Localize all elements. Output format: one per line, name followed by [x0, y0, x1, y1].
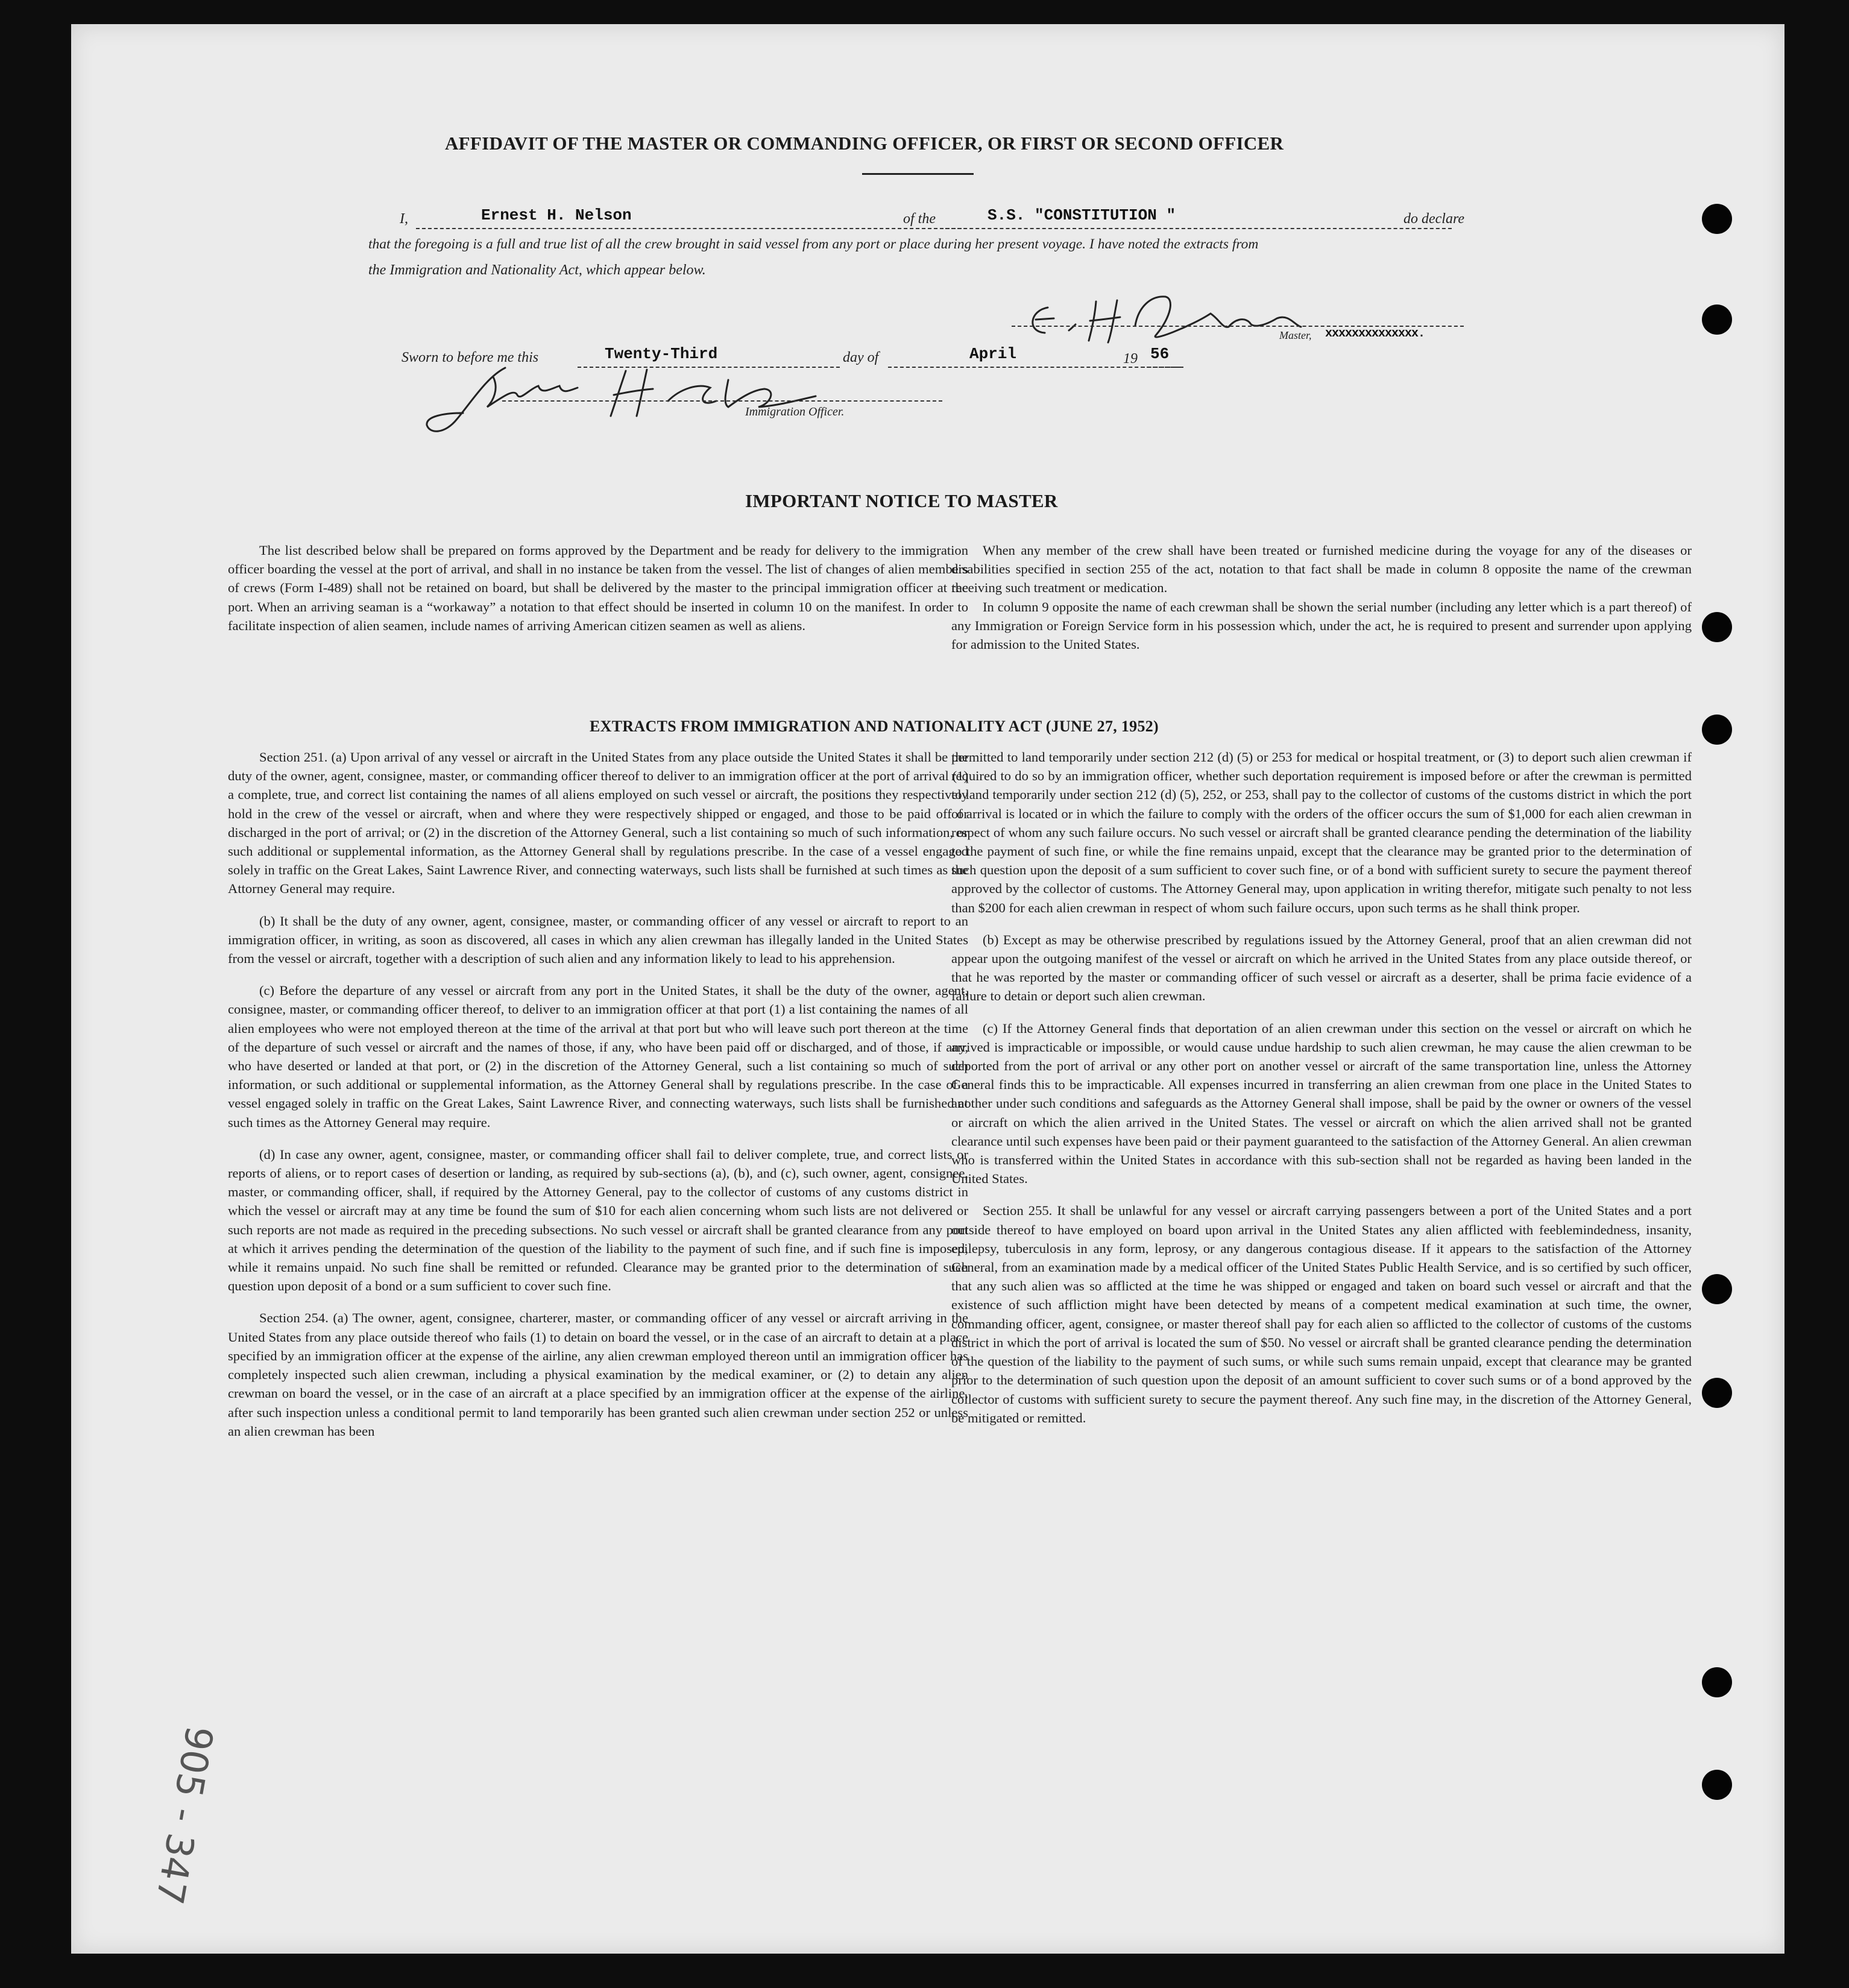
day-of-label: day of — [843, 350, 879, 365]
name-line — [416, 228, 962, 229]
notice-right-paragraph-2: In column 9 opposite the name of each crewman shall be shown the serial number (including any letter which is a part thereof) of any Immigration or Foreign Service form in his possession which, under the act, he is required to present and surrender upon applying for admission to the United States. — [951, 599, 1692, 652]
section-251-a: Section 251. (a) Upon arrival of any vessel or aircraft in the United States from any place outside the United States it shall be the duty of the owner, agent, consignee, master, or commanding officer thereof to deliver to an immigration officer at the port of arrival (1) a complete, true, and correct list containing the names of all aliens employed on such vessel or aircraft, the positions they respectively hold in the crew of the vessel or aircraft, when and where they were respectively shipped or engaged, and those to be paid off or discharged in the port of arrival; or (2) in the discretion of the Attorney General, such a list containing so much of such information, or such additional or supplemental information, as the Attorney General shall by regulations prescribe. In the case of a vessel engaged solely in traffic on the Great Lakes, Saint Lawrence River, and connecting waterways, such lists shall be furnished at such times as the Attorney General may require. — [228, 749, 968, 897]
sworn-label: Sworn to before me this — [402, 350, 539, 365]
declaration-line-3: the Immigration and Nationality Act, which appear below. — [368, 262, 706, 278]
extracts-left-column — [228, 748, 968, 1441]
punch-hole — [1702, 715, 1732, 745]
notice-right-paragraph-1: When any member of the crew shall have been treated or furnished medicine during the voyage for any of the diseases or disabilities specified in section 255 of the act, notation to that fact shall be made in column 8 opposite the name of the crewman receiving such treatment or medication. — [951, 543, 1692, 596]
year-prefix: 19 — [1123, 351, 1138, 367]
punch-hole — [1702, 1667, 1732, 1697]
master-strikeout: xxxxxxxxxxxxxx. — [1325, 327, 1425, 341]
punch-hole — [1702, 612, 1732, 642]
of-the-label: of the — [903, 211, 936, 227]
margin-note: 905 - 347 — [147, 1723, 222, 1908]
extracts-right-column — [951, 748, 1692, 1427]
section-251-d: (d) In case any owner, agent, consignee, master, or commanding officer shall fail to deliver complete, true, and correct lists or reports of aliens, or to report cases of desertion or landing, as required by sub-sections (a), (b), and (c), such owner, agent, consignee, master, or commanding officer, shall, if required by the Attorney General, pay to the collector of customs of any customs district in which the vessel or aircraft may at any time be found the sum of $10 for each alien concerning whom such lists are not delivered or such reports are not made as required in the preceding subsections. No such vessel or aircraft shall be granted clearance from any port at which it arrives pending the determination of the question of the liability to the payment of such fine, and if such fine is imposed, while it remains unpaid. No such fine shall be remitted or refunded. Clearance may be granted prior to the determination of such question upon deposit of a bond or a sum sufficient to cover such fine. — [228, 1146, 968, 1294]
document-page — [71, 24, 1784, 1954]
sworn-day: Twenty-Third — [605, 345, 718, 363]
declaration-line-2: that the foregoing is a full and true list of all the crew brought in said vessel from any port or place during her present voyage. I have noted the extracts from — [368, 236, 1259, 252]
year-line — [1141, 367, 1183, 368]
master-name: Ernest H. Nelson — [481, 206, 632, 224]
punch-hole — [1702, 1770, 1732, 1800]
punch-hole — [1702, 305, 1732, 335]
section-254-c: (c) If the Attorney General finds that deportation of an alien crewman under this section on the vessel or aircraft on which he arrived is impracticable or impossible, or would cause undue hardship to such alien crewman, he may cause the alien crewman to be deported from the port of arrival or any other port on another vessel or aircraft of the same transportation line, unless the Attorney General finds this to be impracticable. All expenses incurred in transferring an alien crewman from one place in the United States to another under such conditions and safeguards as the Attorney General shall impose, shall be paid by the owner or owners of the vessel or aircraft on which the alien arrived in the United States. The vessel or aircraft on which the alien arrived shall not be granted clearance until such expenses have been paid or their payment guaranteed to the satisfaction of the Attorney General. An alien crewman who is transferred within the United States in accordance with this sub-section shall not be regarded as having been landed in the United States. — [951, 1020, 1692, 1187]
notice-left-paragraph: The list described below shall be prepared on forms approved by the Department and be ready for delivery to the immigration officer boarding the vessel at the port of arrival, and shall in no instance be taken from the vessel. The list of changes of alien members of crews (Form I-489) shall not be retained on board, but shall be delivered by the master to the principal immigration officer at the port. When an arriving seaman is a “workaway” a notation to that effect should be inserted in column 10 on the manifest. In order to facilitate inspection of alien seamen, include names of arriving American citizen seamen as well as aliens. — [228, 543, 968, 633]
declaration-prefix: I, — [400, 211, 408, 227]
notice-title: IMPORTANT NOTICE TO MASTER — [745, 490, 1058, 511]
sworn-year: 56 — [1150, 345, 1170, 363]
sworn-month: April — [969, 345, 1017, 363]
affidavit-title: AFFIDAVIT OF THE MASTER OR COMMANDING OFFICER, OR FIRST OR SECOND OFFICER — [445, 133, 1284, 154]
immigration-officer-label: Immigration Officer. — [745, 405, 845, 418]
title-rule — [862, 173, 974, 175]
section-251-c: (c) Before the departure of any vessel or aircraft from any port in the United States, it shall be the duty of the owner, agent, consignee, master, or commanding officer thereof, to deliver to an immigration officer at that port (1) a list containing the names of all alien employees who were not employed thereon at the time of the arrival at that port but who will leave such port thereon at the time of the departure of such vessel or aircraft and the names of those, if any, who have been paid off or discharged, and of those, if any, who have deserted or landed at that port, or (2) in the discretion of the Attorney General, such a list containing so much of such information, or such additional or supplemental information, as the Attorney General shall by regulations prescribe. In the case of a vessel engaged solely in traffic on the Great Lakes, Saint Lawrence River, and connecting waterways, such lists shall be furnished at such times as the Attorney General may require. — [228, 983, 968, 1130]
punch-hole — [1702, 1274, 1732, 1304]
section-251-b: (b) It shall be the duty of any owner, agent, consignee, master, or commanding officer of any vessel or aircraft to report to an immigration officer, in writing, as soon as discovered, all cases in which any alien crewman has illegally landed in the United States from the vessel or aircraft, together with a description of such alien and any information likely to lead to his apprehension. — [228, 913, 968, 967]
notice-left-column — [228, 541, 968, 635]
section-254-a-continued: permitted to land temporarily under section 212 (d) (5) or 253 for medical or hospital treatment, or (3) to deport such alien crewman if required to do so by an immigration officer, whether such deportation requirement is imposed before or after the crewman is permitted to land temporarily under section 212 (d) (5), 252, or 253, shall pay to the collector of customs of the customs district in which the port of arrival is located or in which the failure to comply with the orders of the officer occurs the sum of $1,000 for each alien crewman in respect of whom any such failure occurs. No such vessel or aircraft shall be granted clearance pending the determination of the liability to the payment of such fine, or while the fine remains unpaid, except that the clearance may be granted prior to the determination of such question upon the deposit of a sum sufficient to cover such fine, or of a bond with sufficient surety to secure the payment thereof approved by the collector of customs. The Attorney General may, upon application in writing therefor, mitigate such penalty to not less than $200 for each alien crewman in respect of whom such failure occurs, upon such terms as he shall think proper. — [951, 749, 1692, 915]
punch-hole — [1702, 204, 1732, 234]
master-label: Master, — [1279, 329, 1312, 341]
notice-right-column — [951, 541, 1692, 654]
punch-hole — [1702, 1378, 1732, 1408]
extracts-title: EXTRACTS FROM IMMIGRATION AND NATIONALITY ACT (JUNE 27, 1952) — [590, 718, 1159, 735]
section-255: Section 255. It shall be unlawful for any vessel or aircraft carrying passengers between a port of the United States and a port outside thereof to have employed on board upon arrival in the United States any alien afflicted with feeblemindedness, insanity, epilepsy, tuberculosis in any form, leprosy, or any dangerous contagious disease. If it appears to the satisfaction of the Attorney General, from an examination made by a medical officer of the United States Public Health Service, and is so certified by such officer, that any such alien was so afflicted at the time he was shipped or engaged and taken on board such vessel or aircraft and that the existence of such affliction might have been detected by means of a competent medical examination at such time, the owner, commanding officer, agent, consignee, or master thereof shall pay for each alien so afflicted to the collector of customs of the customs district in which the port of arrival is located the sum of $50. No vessel or aircraft shall be granted clearance pending the determination of the question of the liability to the payment of such sums, or while such sums remain unpaid, except that clearance may be granted prior to the determination of such question upon the deposit of an amount sufficient to cover such sums or of a bond approved by the collector of customs with sufficient surety to secure the payment thereof. Any such fine may, in the discretion of the Attorney General, be mitigated or remitted. — [951, 1203, 1692, 1425]
do-declare-label: do declare — [1403, 211, 1465, 227]
vessel-line — [945, 228, 1452, 229]
vessel-name: S.S. "CONSTITUTION " — [987, 206, 1176, 224]
section-254-b: (b) Except as may be otherwise prescribed by regulations issued by the Attorney General, proof that an alien crewman did not appear upon the outgoing manifest of the vessel or aircraft on which he arrived in the United States from any place outside thereof, or that he was reported by the master or commanding officer of such vessel or aircraft as a deserter, shall be prima facie evidence of a failure to detain or deport such alien crewman. — [951, 932, 1692, 1004]
officer-signature-line — [502, 400, 942, 402]
section-254-a: Section 254. (a) The owner, agent, consignee, charterer, master, or commanding officer of any vessel or aircraft arriving in the United States from any place outside thereof who fails (1) to detain on board the vessel, or in the case of an aircraft to detain at a place specified by an immigration officer at the expense of the airline, any alien crewman employed thereon until an immigration officer has completely inspected such alien crewman, including a physical examination by the medical examiner, or (2) to detain any alien crewman on board the vessel, or in the case of an aircraft at a place specified by an immigration officer at the expense of the airline, after such inspection unless a conditional permit to land temporarily has been granted such alien crewman under section 252 or unless an alien crewman has been — [228, 1310, 968, 1439]
